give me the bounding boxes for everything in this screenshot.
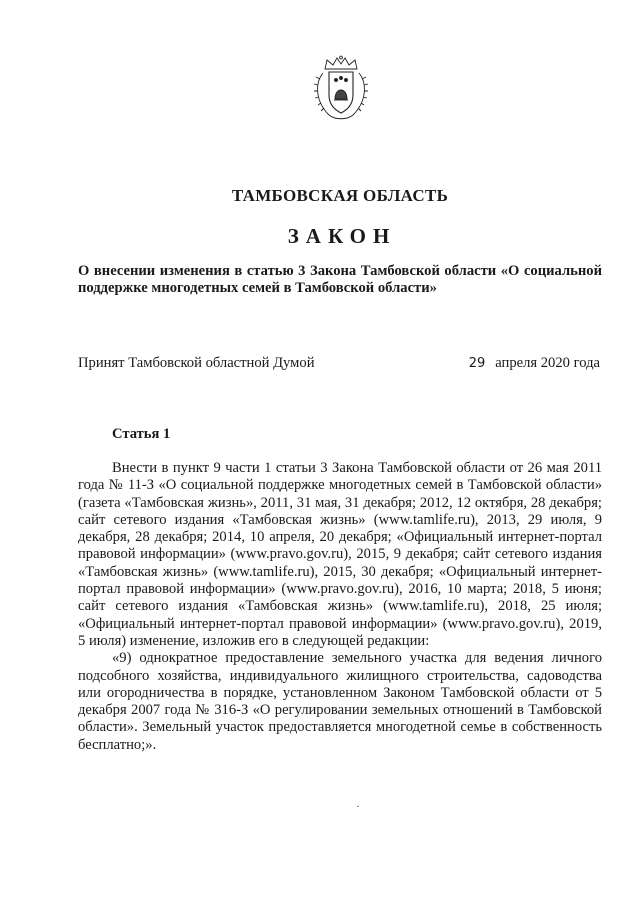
adopting-body: Принят Тамбовской областной Думой — [78, 355, 315, 371]
tambov-coat-of-arms-icon — [311, 55, 371, 123]
region-title: ТАМБОВСКАЯ ОБЛАСТЬ — [231, 186, 449, 205]
adoption-day: 29 — [468, 356, 486, 371]
adoption-month-year: апреля 2020 года — [495, 355, 600, 371]
scan-speck — [357, 806, 359, 807]
article-paragraph: «9) однократное предоставление земельного участка для ведения личного подсобного хозяйства, индивидуального жилищного строительства, садоводства или огородничества в порядке, установленном Законом Тамбовской области от 5 декабря 2007 года № 316-З «О регулировании земельных отношений в Тамбовской области». Земельный участок предоставляется многодетной семье в собственность бесплатно;». — [78, 650, 602, 753]
article-title: Статья 1 — [112, 426, 171, 442]
article-text — [78, 460, 602, 754]
adoption-date — [469, 355, 600, 372]
article-paragraph: Внести в пункт 9 части 1 статьи 3 Закона Тамбовской области от 26 мая 2011 года № 11-З «О социальной поддержке многодетных семей в Тамбовской области» (газета «Тамбовская жизнь», 2011, 31 мая, 31 декабря; 2012, 12 октября, 28 декабря; сайт сетевого издания «Тамбовская жизнь» (www.tamlife.ru), 2013, 29 июля, 9 декабря, 28 декабря; 2014, 10 апреля, 20 декабря; «Официальный интернет-портал правовой информации» (www.pravo.gov.ru), 2015, 9 декабря; сайт сетевого издания «Тамбовская жизнь» (www.tamlife.ru), 2015, 30 декабря; «Официальный интернет-портал правовой информации» (www.pravo.gov.ru), 2016, 10 марта; 2018, 5 июня; сайт сетевого издания «Тамбовская жизнь» (www.tamlife.ru), 2018, 25 июля; «Официальный интернет-портал правовой информации» (www.pravo.gov.ru), 2019, 5 июля) изменение, изложив его в следующей редакции: — [78, 460, 602, 649]
law-subject: О внесении изменения в статью 3 Закона Тамбовской области «О социальной поддержке многодетных семей в Тамбовской области» — [78, 263, 602, 296]
document-type: ЗАКОН — [287, 224, 397, 248]
